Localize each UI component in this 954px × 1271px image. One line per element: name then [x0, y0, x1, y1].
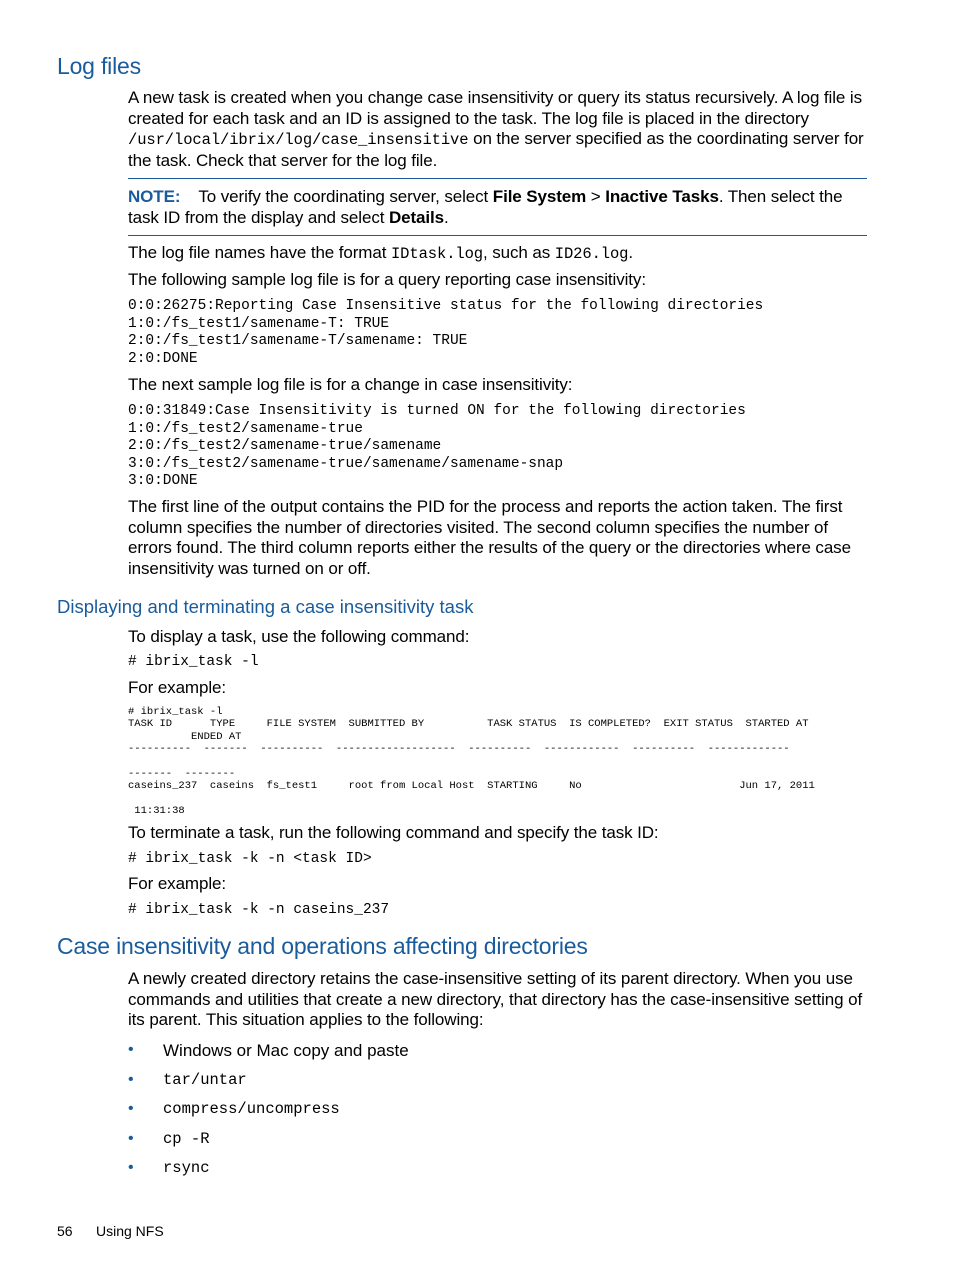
note-text: [128, 187, 867, 228]
listing-line: 11:31:38: [128, 805, 185, 818]
listing-line: ---------- ------- ---------- ------------------- ---------- ------------ ---------- -------------: [128, 743, 790, 756]
note-bold-inactive-tasks: Inactive Tasks: [605, 187, 719, 206]
code-line: 2:0:/fs_test1/samename-T/samename: TRUE: [128, 333, 468, 350]
format-code-id26: ID26.log: [554, 245, 629, 263]
listing-line: caseins_237 caseins fs_test1 root from Local Host STARTING No Jun 17, 2011: [128, 780, 815, 793]
note-part: >: [586, 187, 606, 206]
code-line: 0:0:31849:Case Insensitivity is turned ON for the following directories: [128, 403, 746, 419]
list-item-text: Windows or Mac copy and paste: [163, 1041, 409, 1060]
display-command: # ibrix_task -l: [128, 654, 259, 670]
example-label-1: For example:: [128, 678, 227, 697]
code-line: 1:0:/fs_test1/samename-T: TRUE: [128, 315, 390, 332]
list-item-text: rsync: [163, 1159, 210, 1177]
log-format-paragraph: [128, 243, 870, 265]
listing-line: ------- --------: [128, 768, 236, 781]
format-text: The log file names have the format: [128, 243, 391, 262]
sample-query-log: [128, 298, 763, 368]
heading-display-terminate: Displaying and terminating a case insensitivity task: [57, 596, 474, 617]
terminate-example: # ibrix_task -k -n caseins_237: [128, 902, 390, 918]
sample-query-intro: The following sample log file is for a query reporting case insensitivity:: [128, 270, 646, 289]
log-explanation: The first line of the output contains the PID for the process and reports the action taken. The first column specifies the number of directories visited. The second column specifies the number of errors found. The third column reports either the results of the query or the directories where case insensitivity was turned on or off.: [128, 497, 851, 578]
note-part: To verify the coordinating server, select: [198, 187, 493, 206]
sample-change-intro: The next sample log file is for a change in case insensitivity:: [128, 375, 573, 394]
task-listing-output: [128, 706, 815, 818]
log-directory-path: /usr/local/ibrix/log/case_insensitive: [128, 131, 469, 150]
note-box: [128, 178, 867, 236]
listing-line: # ibrix_task -l: [128, 706, 223, 718]
code-line: 3:0:DONE: [128, 473, 198, 490]
note-bold-details: Details: [388, 207, 445, 227]
bullet-icon: •: [128, 1159, 134, 1176]
note-bold-file-system: File System: [492, 187, 587, 206]
listing-line: ENDED AT: [128, 730, 242, 743]
note-part: .: [444, 207, 449, 227]
log-files-intro: [128, 88, 870, 171]
code-line: 2:0:/fs_test2/samename-true/samename: [128, 438, 442, 455]
intro-text-2: on the server specified as the coordinating server for the task. Check that server for the log file.: [128, 129, 864, 170]
intro-text-1: A new task is created when you change case insensitivity or query its status recursively. A log file is created for each task and an ID is assigned to the task. The log file is placed in the directory: [128, 88, 862, 128]
page-number: 56: [57, 1223, 73, 1239]
sample-change-log: [128, 403, 746, 491]
operations-intro: A newly created directory retains the case-insensitive setting of its parent directory. When you use commands and utilities that create a new directory, that directory has the case-insensitive setting of its parent. This situation applies to the following:: [128, 969, 863, 1030]
list-item-text: tar/untar: [163, 1071, 247, 1089]
heading-operations: Case insensitivity and operations affecting directories: [57, 933, 588, 959]
bullet-icon: •: [128, 1041, 134, 1058]
code-line: 0:0:26275:Reporting Case Insensitive status for the following directories: [128, 298, 764, 314]
terminate-intro: To terminate a task, run the following command and specify the task ID:: [128, 823, 659, 842]
note-part: . Then select the task ID from the display and select: [128, 187, 843, 227]
footer-section-title: Using NFS: [96, 1223, 164, 1239]
list-item-text: compress/uncompress: [163, 1100, 340, 1118]
display-intro: To display a task, use the following command:: [128, 627, 470, 646]
format-code-idtask: IDtask.log: [390, 245, 483, 263]
listing-line: TASK ID TYPE FILE SYSTEM SUBMITTED BY TASK STATUS IS COMPLETED? EXIT STATUS STARTED AT: [128, 718, 809, 731]
bullet-icon: •: [128, 1071, 134, 1088]
terminate-command: # ibrix_task -k -n <task ID>: [128, 851, 372, 867]
code-line: 2:0:DONE: [128, 350, 198, 367]
bullet-icon: •: [128, 1100, 134, 1117]
format-text: , such as: [483, 243, 555, 262]
code-line: 3:0:/fs_test2/samename-true/samename/samename-snap: [128, 455, 564, 472]
example-label-2: For example:: [128, 874, 227, 893]
format-text: .: [628, 243, 634, 262]
note-label: NOTE:: [128, 187, 181, 206]
heading-log-files: Log files: [57, 53, 141, 79]
list-item-text: cp -R: [163, 1130, 210, 1148]
bullet-icon: •: [128, 1130, 134, 1147]
code-line: 1:0:/fs_test2/samename-true: [128, 420, 363, 437]
